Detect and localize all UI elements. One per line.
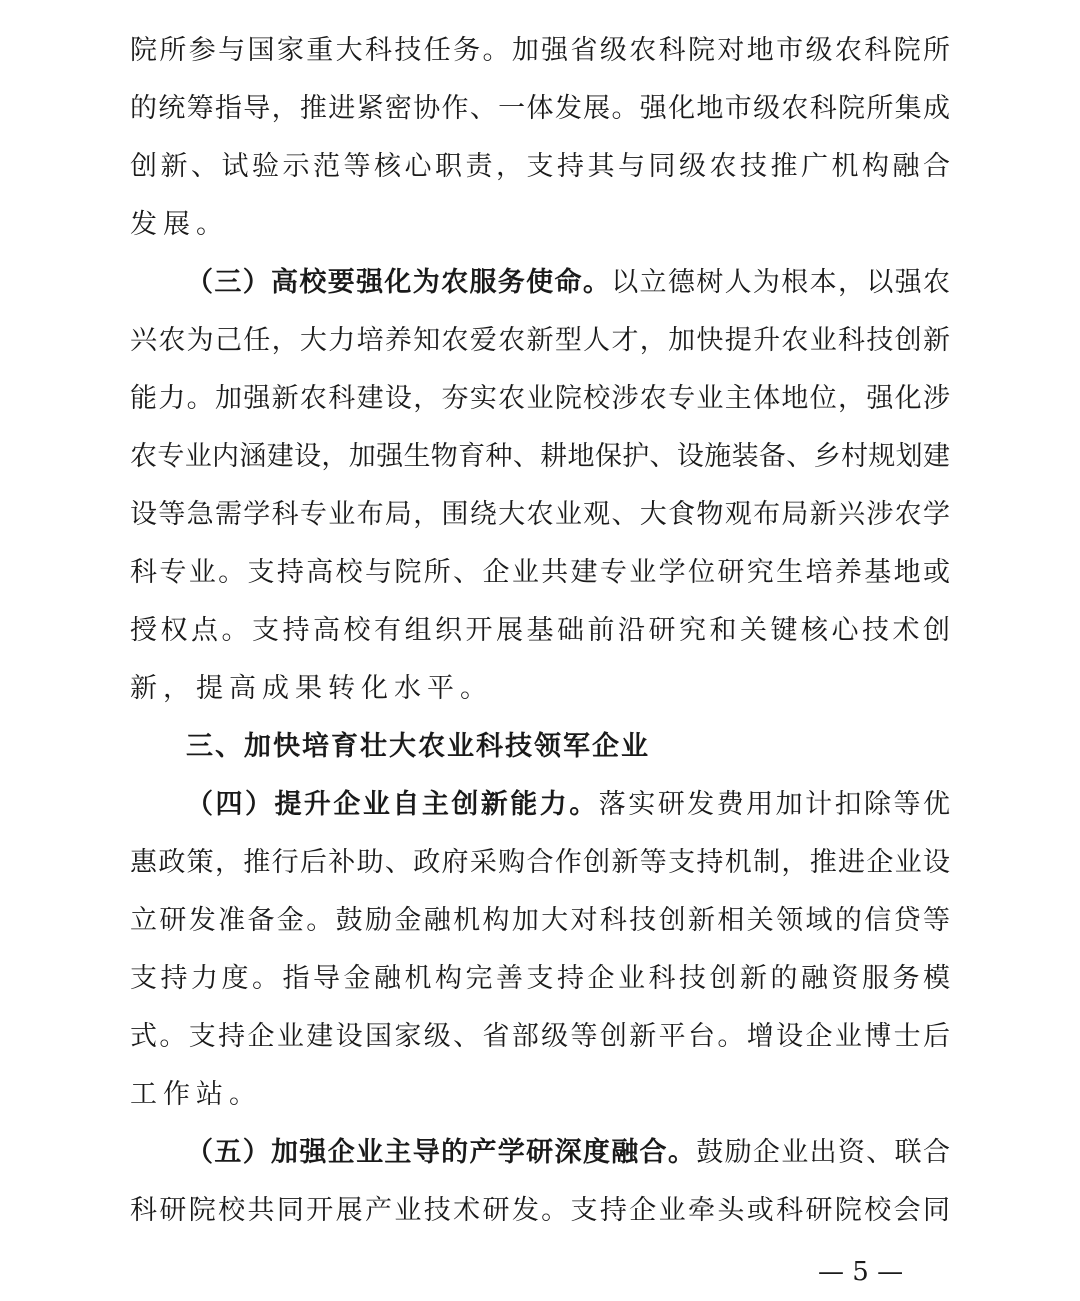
text-line: 科研院校共同开展产业技术研发。支持企业牵头或科研院校会同 <box>130 1195 950 1226</box>
text-line: 授权点。支持高校有组织开展基础前沿研究和关键核心技术创 <box>130 615 950 646</box>
text-line: 惠政策，推行后补助、政府采购合作创新等支持机制，推进企业设 <box>130 847 950 878</box>
paragraph-heading: （四）提升企业自主创新能力。 <box>186 789 599 820</box>
paragraph-2 <box>130 254 950 718</box>
paragraph-first-line <box>130 254 950 312</box>
paragraph-4 <box>130 1124 950 1240</box>
text-line: 兴农为己任，大力培养知农爱农新型人才，加快提升农业科技创新 <box>130 325 950 356</box>
page-number: — 5 — <box>818 1257 904 1287</box>
text-line: 的统筹指导，推进紧密协作、一体发展。强化地市级农科院所集成 <box>130 93 950 124</box>
text-line: 院所参与国家重大科技任务。加强省级农科院对地市级农科院所 <box>130 35 950 66</box>
text-line: 农专业内涵建设，加强生物育种、耕地保护、设施装备、乡村规划建 <box>130 441 950 472</box>
paragraph-1 <box>130 22 950 254</box>
paragraph-first-line <box>130 1124 950 1182</box>
text-line: 设等急需学科专业布局，围绕大农业观、大食物观布局新兴涉农学 <box>130 499 950 530</box>
paragraph-heading: （五）加强企业主导的产学研深度融合。 <box>186 1137 697 1168</box>
text-line: 式。支持企业建设国家级、省部级等创新平台。增设企业博士后 <box>130 1021 950 1052</box>
text-line: 工作站。 <box>130 1079 262 1110</box>
text-line: 能力。加强新农科建设，夯实农业院校涉农专业主体地位，强化涉 <box>130 383 950 414</box>
document-page <box>130 22 950 1240</box>
text-line: 科专业。支持高校与院所、企业共建专业学位研究生培养基地或 <box>130 557 950 588</box>
text-line: 立研发准备金。鼓励金融机构加大对科技创新相关领域的信贷等 <box>130 905 950 936</box>
text-run: 落实研发费用加计扣除等优 <box>598 789 950 820</box>
paragraph-first-line <box>130 776 950 834</box>
text-line: 发展。 <box>130 209 229 240</box>
text-run: 鼓励企业出资、联合 <box>696 1137 950 1168</box>
text-line: 支持力度。指导金融机构完善支持企业科技创新的融资服务模 <box>130 963 950 994</box>
paragraph-heading: （三）高校要强化为农服务使命。 <box>186 267 612 298</box>
text-line: 创新、试验示范等核心职责，支持其与同级农技推广机构融合 <box>130 151 950 182</box>
paragraph-3 <box>130 776 950 1124</box>
section-heading: 三、加快培育壮大农业科技领军企业 <box>186 731 650 762</box>
text-line: 新，提高成果转化水平。 <box>130 673 493 704</box>
text-run: 以立德树人为根本，以强农 <box>611 267 950 298</box>
